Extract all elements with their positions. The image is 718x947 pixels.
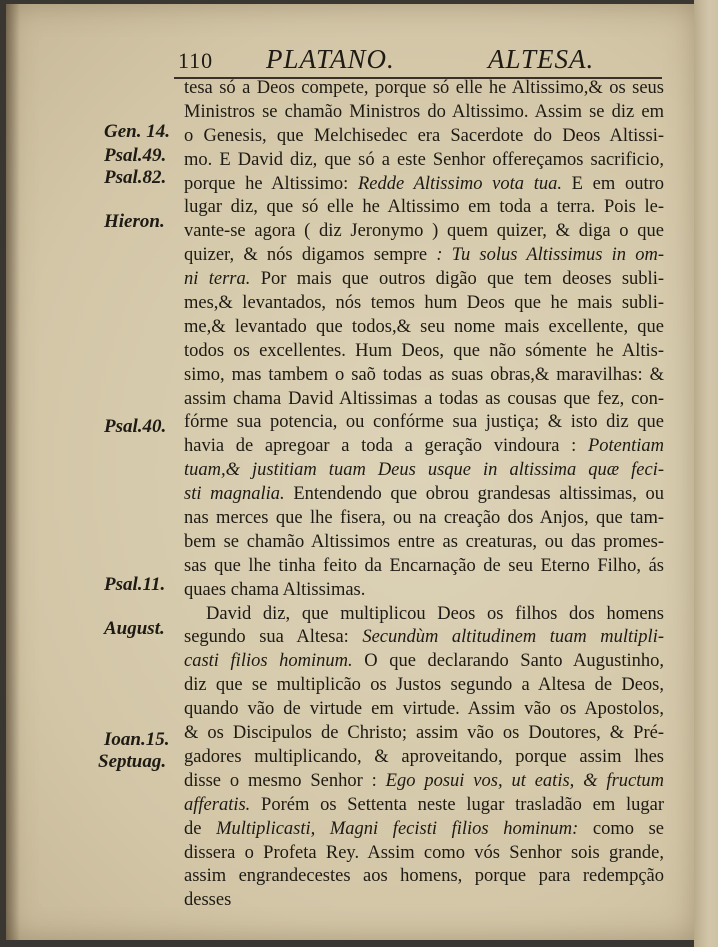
text-line <box>184 77 664 101</box>
margin-note: August. <box>104 618 165 639</box>
latin-quote: ni terra. <box>184 269 251 290</box>
latin-quote: : Tu solus Altissimus in om- <box>436 245 664 266</box>
text-line <box>184 292 664 316</box>
header-left-title: PLATANO. <box>266 44 395 74</box>
text-line <box>184 531 664 555</box>
text-segment: havia de apregoar a toda a geração vindoura : <box>184 436 588 457</box>
margin-note: Psal.11. <box>104 574 166 595</box>
text-segment: Ministros se chamão Ministros do Altissimo. Assim se diz em <box>184 101 664 122</box>
margin-note: Psal.82. <box>104 167 167 188</box>
latin-quote: Secundùm altitudinem tuam multipli- <box>362 627 664 648</box>
text-segment: quando vão de virtude em virtude. Assim vão os Apostolos, <box>184 699 664 720</box>
text-segment: sas que lhe tinha feito da Encarnação de seu Eterno Filho, ás <box>184 555 664 576</box>
text-line <box>184 650 664 674</box>
text-segment: nas merces que lhe fisera, ou na creação dos Anjos, que tam- <box>184 508 664 529</box>
text-line <box>184 722 664 746</box>
text-segment: de <box>184 818 217 839</box>
text-segment: David diz, que multiplicou Deos os filhos dos homens <box>206 603 664 624</box>
text-line <box>184 316 664 340</box>
facing-page-edge <box>694 0 718 947</box>
text-segment: E em outro <box>561 173 665 194</box>
text-segment: quaes chama Altissimas. <box>184 579 366 600</box>
text-segment: todos os excellentes. Hum Deos, que não sómente he Altis- <box>184 340 664 361</box>
text-segment: como se <box>578 818 665 839</box>
text-line <box>184 865 664 889</box>
page-number: 110 <box>178 48 214 73</box>
text-segment: assim chama David Altissimas a todas as cousas que fez, con- <box>184 388 664 409</box>
text-segment: dissera o Profeta Rey. Assim como vós Senhor sois grande, <box>184 842 664 863</box>
book-page <box>6 4 696 940</box>
text-segment: & os Discipulos de Christo; assim vão os Doutores, & Pré- <box>184 723 664 744</box>
text-segment: desses <box>184 890 232 911</box>
text-line <box>184 268 664 292</box>
margin-note: Gen. 14. <box>104 121 170 142</box>
latin-quote: tuam,& justitiam tuam Deus usque in altissima quæ feci- <box>184 460 664 481</box>
latin-quote: Multiplicasti, Magni fecisti filios hominum: <box>216 818 579 839</box>
text-segment: assim engrandecestes aos homens, porque para redempção <box>184 866 664 887</box>
text-line <box>184 483 664 507</box>
text-segment: diz que se multiplicão os Justos segundo a Altesa de Deos, <box>184 675 664 696</box>
latin-quote: Potentiam <box>587 436 664 457</box>
latin-quote: casti filios hominum. <box>184 651 353 672</box>
latin-quote: sti magnalia. <box>184 484 285 505</box>
text-segment: porque he Altissimo: <box>184 173 358 194</box>
text-line <box>184 173 664 197</box>
text-line <box>184 889 664 913</box>
text-line <box>184 555 664 579</box>
text-segment: gadores multiplicando, & aproveitando, porque assim lhes <box>184 746 664 767</box>
header-right-title: ALTESA. <box>488 44 595 74</box>
text-line <box>184 626 664 650</box>
text-segment: tesa só a Deos compete, porque só elle he Altissimo,& os seus <box>184 78 664 98</box>
text-segment: me,& levantado que todos,& seu nome mais excellente, que <box>184 316 664 337</box>
text-segment: mo. E David diz, que só a este Senhor offereçamos sacrificio, <box>184 149 664 170</box>
text-line <box>184 674 664 698</box>
text-segment: mes,& levantados, nós temos hum Deos que he mais subli- <box>184 293 664 314</box>
text-segment: quizer, & nós digamos sempre <box>184 245 437 266</box>
latin-quote: Ego posui vos, ut eatis, & fructum <box>385 770 664 791</box>
text-line <box>184 507 664 531</box>
text-line <box>184 794 664 818</box>
text-line <box>184 770 664 794</box>
text-line <box>184 340 664 364</box>
text-line <box>184 196 664 220</box>
text-segment: Entendendo que obrou grandesas altissimas, ou <box>284 484 664 505</box>
text-line <box>184 101 664 125</box>
text-segment: O que declarando Santo Augustinho, <box>352 651 664 672</box>
text-line <box>184 244 664 268</box>
text-segment: Porém os Settenta neste lugar trasladão em lugar <box>250 794 664 815</box>
text-segment: o Genesis, que Melchisedec era Sacerdote do Deos Altissi- <box>184 125 664 146</box>
text-line <box>184 842 664 866</box>
margin-note: Psal.40. <box>104 416 167 437</box>
text-line <box>184 125 664 149</box>
margin-note: Septuag. <box>98 751 167 772</box>
text-segment: disse o mesmo Senhor : <box>184 770 386 791</box>
text-segment: Por mais que outros digão que tem deoses subli- <box>250 269 664 290</box>
text-segment: simo, mas tambem o saõ todas as suas obras,& maravilhas: & <box>184 364 664 385</box>
text-line <box>184 698 664 722</box>
text-line <box>184 220 664 244</box>
body-text <box>184 77 664 913</box>
text-segment: bem se chamão Altissimos entre as creaturas, ou das promes- <box>184 531 664 552</box>
latin-quote: Redde Altissimo vota tua. <box>358 173 562 194</box>
text-segment: fórme sua potencia, ou confórme sua justiça; & isto diz que <box>184 412 664 433</box>
text-line <box>184 746 664 770</box>
text-line <box>184 818 664 842</box>
text-segment: vante-se agora ( diz Jeronymo ) quem quizer, & diga o que <box>184 221 664 242</box>
running-header <box>6 44 696 78</box>
margin-note: Hieron. <box>104 211 165 232</box>
text-line <box>184 149 664 173</box>
text-line <box>184 579 664 603</box>
latin-quote: afferatis. <box>184 794 251 815</box>
margin-note: Psal.49. <box>104 145 167 166</box>
text-line <box>184 603 664 627</box>
text-line <box>184 388 664 412</box>
text-line <box>184 364 664 388</box>
binding-shadow <box>6 4 20 940</box>
margin-note: Ioan.15. <box>104 729 170 750</box>
text-line <box>184 435 664 459</box>
text-line <box>184 411 664 435</box>
text-segment: lugar diz, que só elle he Altissimo em toda a terra. Pois le- <box>184 197 664 218</box>
text-line <box>184 459 664 483</box>
text-segment: segundo sua Altesa: <box>184 627 363 648</box>
